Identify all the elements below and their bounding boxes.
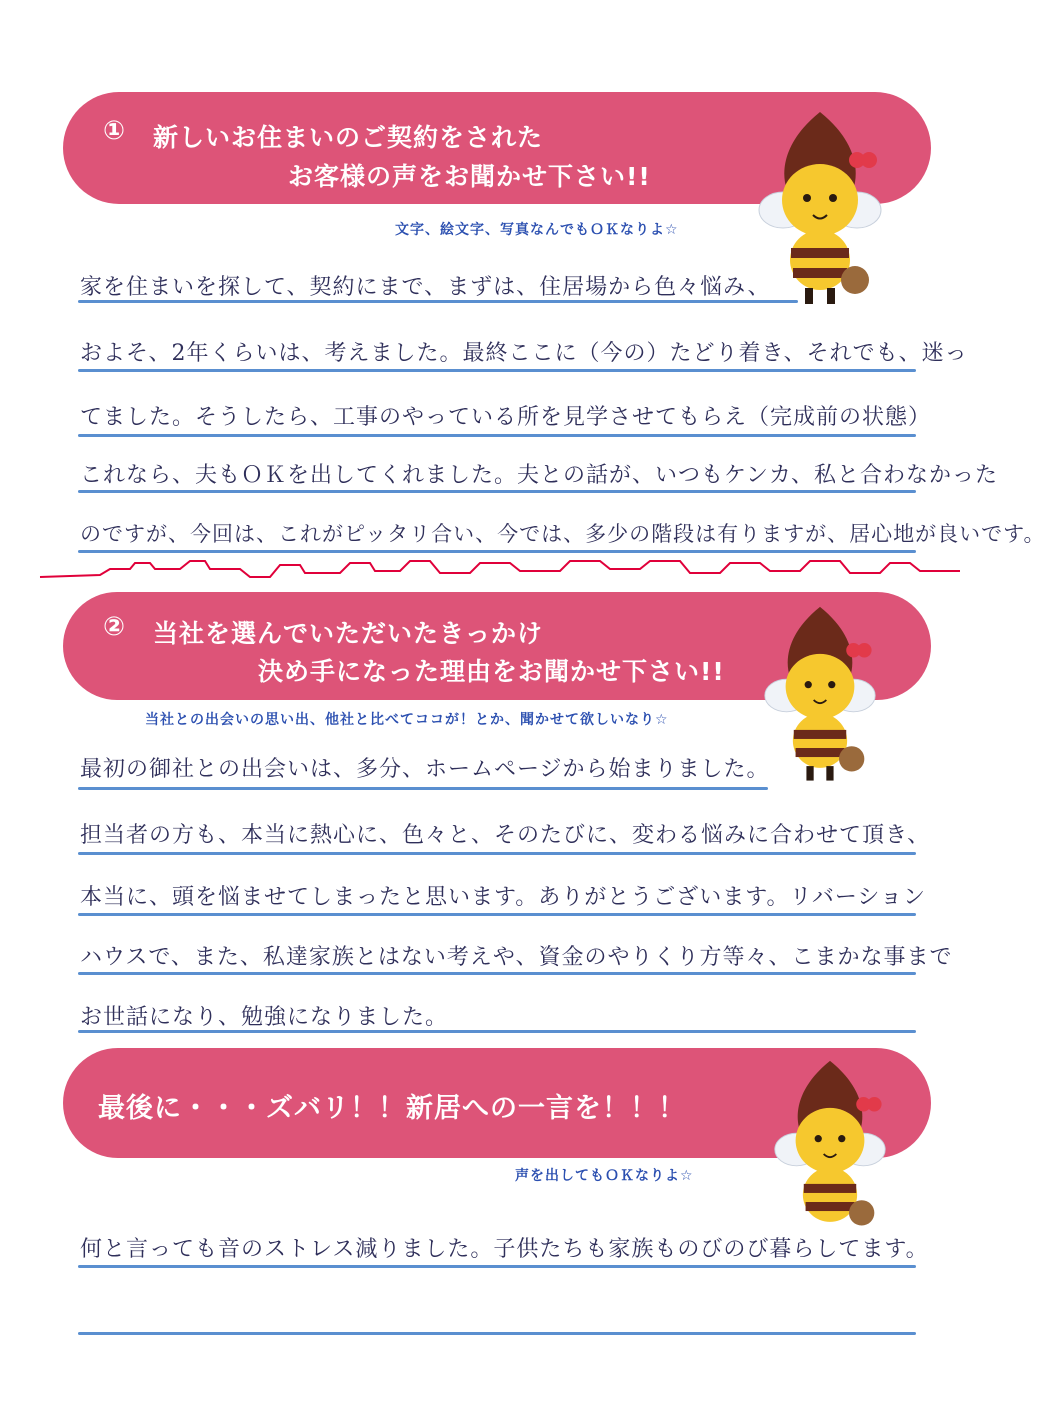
house-outline-divider	[40, 555, 960, 589]
section3-note: 声を出してもＯＫなりよ☆	[515, 1168, 694, 1184]
section2-answer-line: お世話になり、勉強になりました。	[80, 1005, 449, 1030]
bee-mascot-icon	[755, 596, 885, 786]
answer-rule	[78, 434, 916, 437]
section2-title-line2: 決め手になった理由をお聞かせ下さい!!	[258, 657, 725, 686]
bee-mascot-icon	[755, 100, 885, 310]
answer-rule	[78, 787, 768, 790]
section2-answer-line: 本当に、頭を悩ませてしまったと思います。ありがとうございます。リバーション	[80, 885, 926, 910]
bee-mascot-icon	[765, 1050, 895, 1240]
section1-number: ①	[103, 116, 126, 146]
section2-title-line1: 当社を選んでいただいたきっかけ	[153, 619, 544, 648]
answer-rule	[78, 913, 916, 916]
section1-answer-line: およそ、2年くらいは、考えました。最終ここに（今の）たどり着き、それでも、迷っ	[80, 341, 968, 366]
answer-rule	[78, 972, 916, 975]
answer-rule	[78, 550, 916, 553]
section3-title: 最後に・・・ズバリ！！新居への一言を！！！	[98, 1093, 686, 1124]
section1-answer-line: てました。そうしたら、工事のやっている所を見学させてもらえ（完成前の状態）	[80, 405, 932, 430]
section2-note: 当社との出会いの思い出、他社と比べてココが！とか、聞かせて欲しいなり☆	[145, 712, 669, 728]
section1-answer-line: 家を住まいを探して、契約にまで、まずは、住居場から色々悩み、	[80, 275, 771, 300]
section3-answer-line: 何と言っても音のストレス減りました。子供たちも家族ものびのび暮らしてます。	[80, 1237, 929, 1262]
answer-rule	[78, 300, 798, 303]
answer-rule	[78, 1332, 916, 1335]
section2-answer-line: 担当者の方も、本当に熱心に、色々と、そのたびに、変わる悩みに合わせて頂き、	[80, 823, 931, 848]
section1-note: 文字、絵文字、写真なんでもＯＫなりよ☆	[395, 222, 679, 238]
section1-title-line1: 新しいお住まいのご契約をされた	[153, 123, 544, 152]
section2-answer-line: ハウスで、また、私達家族とはない考えや、資金のやりくり方等々、こまかな事まで	[80, 945, 953, 970]
section2-answer-line: 最初の御社との出会いは、多分、ホームページから始まりました。	[80, 757, 770, 782]
answer-rule	[78, 490, 916, 493]
answer-rule	[78, 1265, 916, 1268]
section1-title-line2: お客様の声をお聞かせ下さい!!	[288, 162, 651, 191]
section1-answer-line: のですが、今回は、これがピッタリ合い、今では、多少の階段は有りますが、居心地が良いです。	[80, 522, 1045, 546]
section1-answer-line: これなら、夫もＯＫを出してくれました。夫との話が、いつもケンカ、私と合わなかった	[80, 463, 999, 488]
answer-rule	[78, 852, 916, 855]
answer-rule	[78, 369, 916, 372]
answer-rule	[78, 1030, 916, 1033]
section2-number: ②	[103, 612, 126, 642]
